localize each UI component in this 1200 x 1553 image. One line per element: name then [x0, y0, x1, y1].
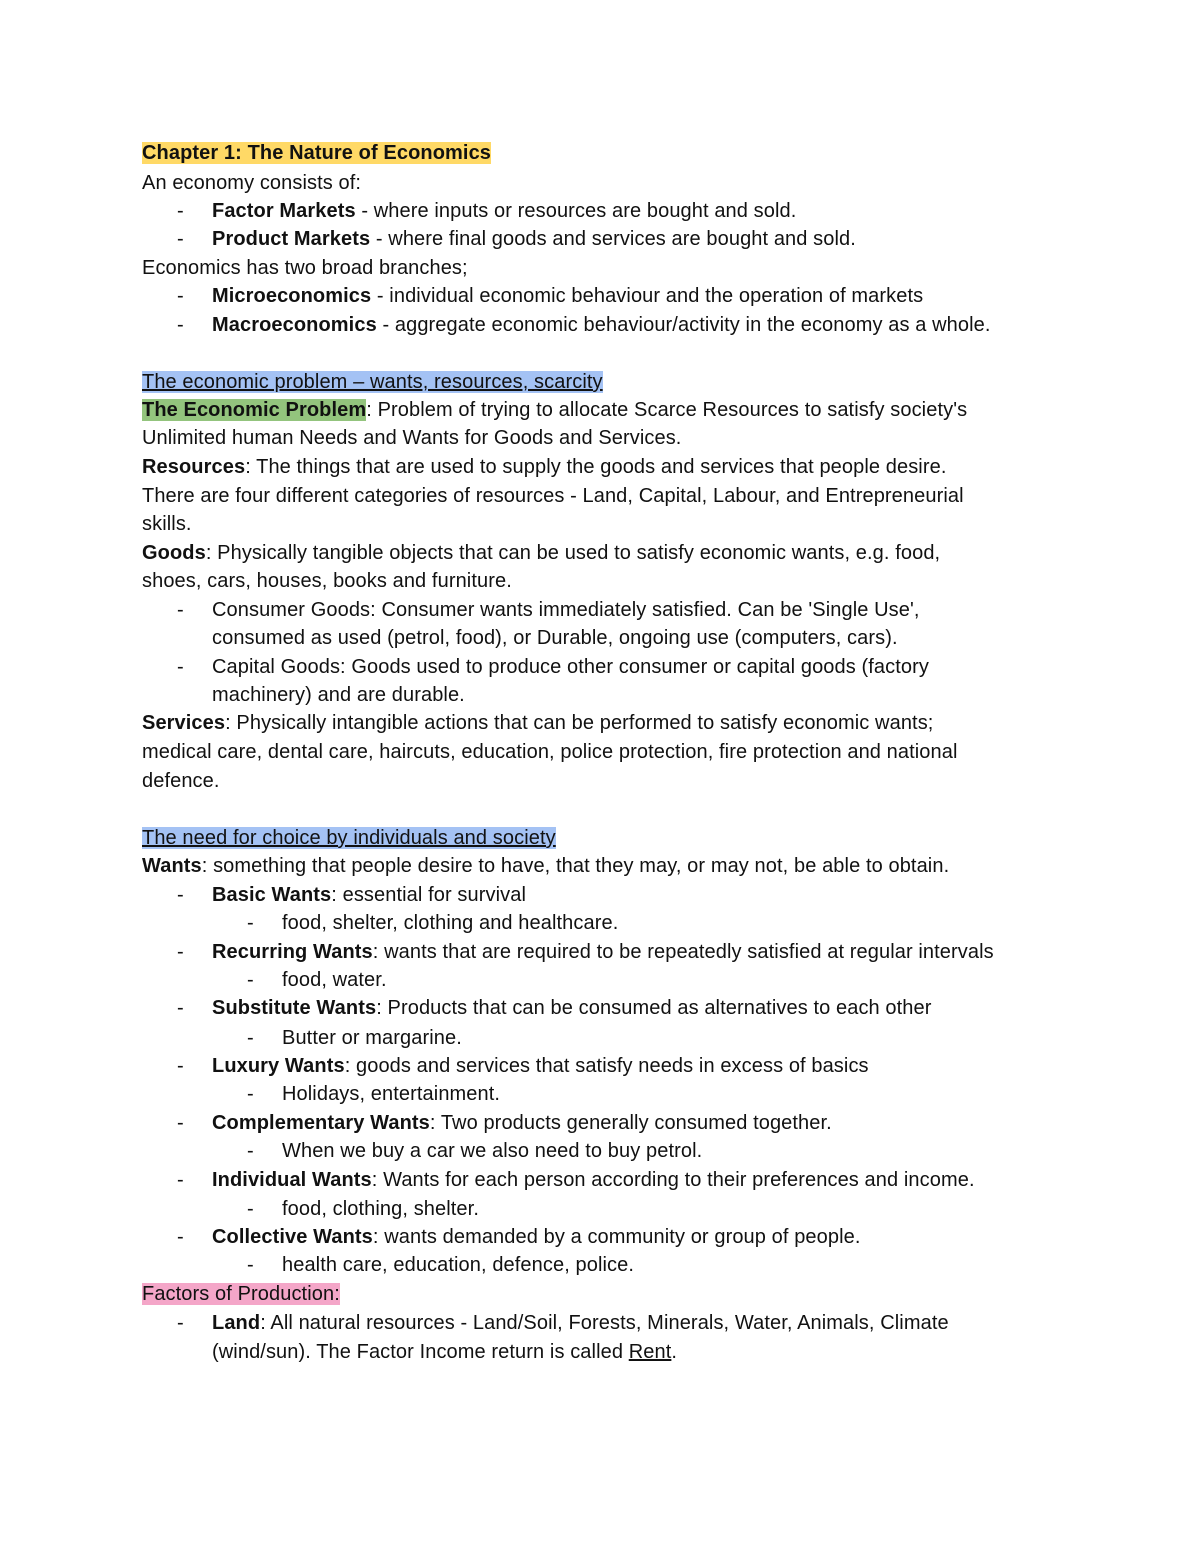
- list-item-factor-markets: - Factor Markets - where inputs or resources are bought and sold.: [177, 200, 797, 222]
- intro-line: An economy consists of:: [142, 172, 362, 194]
- chapter-title: Chapter 1: The Nature of Economics: [142, 142, 492, 164]
- list-item-consumer-goods: - Consumer Goods: Consumer wants immediately satisfied. Can be 'Single Use',: [177, 599, 920, 621]
- list-item-luxury-wants: - Luxury Wants: goods and services that satisfy needs in excess of basics: [177, 1055, 869, 1077]
- list-item-collective-wants: - Collective Wants: wants demanded by a community or group of people.: [177, 1226, 861, 1248]
- goods-definition-cont: shoes, cars, houses, books and furniture.: [142, 570, 512, 592]
- list-item-substitute-wants: - Substitute Wants: Products that can be consumed as alternatives to each other: [177, 997, 932, 1019]
- sub-item-complementary-wants-example: - When we buy a car we also need to buy petrol.: [247, 1140, 703, 1162]
- goods-definition: Goods: Physically tangible objects that can be used to satisfy economic wants, e.g. food,: [142, 542, 941, 564]
- sub-item-individual-wants-example: - food, clothing, shelter.: [247, 1198, 479, 1220]
- resources-definition-end: skills.: [142, 513, 192, 535]
- section-heading-economic-problem: The economic problem – wants, resources, scarcity: [142, 371, 603, 393]
- list-item-capital-goods-cont: machinery) and are durable.: [212, 684, 465, 706]
- list-item-complementary-wants: - Complementary Wants: Two products generally consumed together.: [177, 1112, 832, 1134]
- list-item-consumer-goods-cont: consumed as used (petrol, food), or Durable, ongoing use (computers, cars).: [212, 627, 898, 649]
- sub-item-recurring-wants-example: - food, water.: [247, 969, 387, 991]
- services-definition-cont: medical care, dental care, haircuts, education, police protection, fire protection and national: [142, 741, 958, 763]
- sub-item-collective-wants-example: - health care, education, defence, police.: [247, 1254, 635, 1276]
- resources-definition-cont: There are four different categories of resources - Land, Capital, Labour, and Entrepreneurial: [142, 485, 964, 507]
- list-item-land-cont: (wind/sun). The Factor Income return is called Rent.: [212, 1341, 678, 1363]
- sub-item-luxury-wants-example: - Holidays, entertainment.: [247, 1083, 501, 1105]
- sub-item-basic-wants-example: - food, shelter, clothing and healthcare.: [247, 912, 619, 934]
- section-heading-factors-of-production: Factors of Production:: [142, 1283, 340, 1305]
- economic-problem-definition-cont: Unlimited human Needs and Wants for Goods and Services.: [142, 427, 682, 449]
- list-item-capital-goods: - Capital Goods: Goods used to produce other consumer or capital goods (factory: [177, 656, 929, 678]
- services-definition-end: defence.: [142, 770, 220, 792]
- sub-item-substitute-wants-example: - Butter or margarine.: [247, 1027, 462, 1049]
- economic-problem-definition: The Economic Problem: Problem of trying to allocate Scarce Resources to satisfy society's: [142, 399, 968, 421]
- list-item-basic-wants: - Basic Wants: essential for survival: [177, 884, 526, 906]
- list-item-macroeconomics: - Macroeconomics - aggregate economic behaviour/activity in the economy as a whole.: [177, 314, 991, 336]
- list-item-product-markets: - Product Markets - where final goods and services are bought and sold.: [177, 228, 856, 250]
- branches-intro: Economics has two broad branches;: [142, 257, 468, 279]
- list-item-microeconomics: - Microeconomics - individual economic behaviour and the operation of markets: [177, 285, 924, 307]
- resources-definition: Resources: The things that are used to supply the goods and services that people desire.: [142, 456, 947, 478]
- list-item-land: - Land: All natural resources - Land/Soil, Forests, Minerals, Water, Animals, Climate: [177, 1312, 949, 1334]
- section-heading-need-for-choice: The need for choice by individuals and society: [142, 827, 556, 849]
- wants-definition: Wants: something that people desire to have, that they may, or may not, be able to obtain.: [142, 855, 950, 877]
- list-item-individual-wants: - Individual Wants: Wants for each person according to their preferences and income.: [177, 1169, 975, 1191]
- list-item-recurring-wants: - Recurring Wants: wants that are required to be repeatedly satisfied at regular intervals: [177, 941, 994, 963]
- rent-term: Rent: [628, 1341, 672, 1363]
- services-definition: Services: Physically intangible actions that can be performed to satisfy economic wants;: [142, 712, 934, 734]
